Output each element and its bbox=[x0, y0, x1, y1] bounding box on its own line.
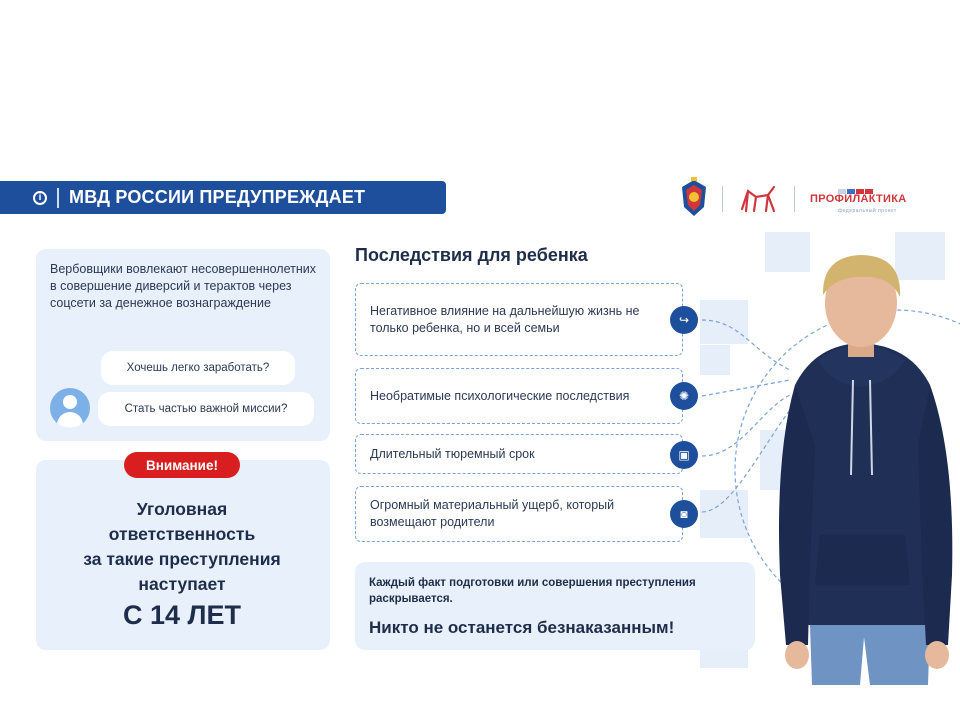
liability-line: за такие преступления bbox=[83, 549, 281, 569]
liability-line: наступает bbox=[138, 574, 226, 594]
consequence-item bbox=[355, 283, 683, 356]
police-emblem-icon bbox=[678, 177, 710, 219]
header-separator bbox=[57, 188, 59, 208]
logo-divider bbox=[722, 186, 723, 212]
consequence-text: Длительный тюремный срок bbox=[370, 446, 535, 461]
brand-subtitle: федеральный проект bbox=[838, 208, 897, 214]
consequence-text: Огромный материальный ущерб, который возмещают родители bbox=[370, 498, 615, 529]
chat-bubble: Стать частью важной миссии? bbox=[98, 392, 314, 426]
liability-text bbox=[40, 497, 324, 597]
info-icon: i bbox=[33, 191, 47, 205]
teen-figure-illustration bbox=[760, 245, 960, 685]
arrow-icon: ↪ bbox=[670, 306, 698, 334]
logo-divider bbox=[794, 186, 795, 212]
brand-name: ПРОФИЛАКТИКА bbox=[810, 193, 907, 205]
consequence-item bbox=[355, 434, 683, 474]
liability-line: ответственность bbox=[108, 524, 256, 544]
calendar-icon: ▣ bbox=[670, 441, 698, 469]
horse-logo-icon bbox=[738, 183, 780, 215]
attention-badge: Внимание! bbox=[124, 452, 240, 478]
consequence-item bbox=[355, 368, 683, 424]
consequence-text: Негативное влияние на дальнейшую жизнь не только ребенка, но и всей семьи bbox=[370, 303, 640, 335]
avatar bbox=[50, 388, 90, 428]
header-title: МВД РОССИИ ПРЕДУПРЕЖДАЕТ bbox=[69, 187, 366, 207]
brain-icon: ✺ bbox=[670, 382, 698, 410]
header-bar bbox=[0, 181, 446, 214]
notice-text: Каждый факт подготовки или совершения преступления раскрывается. bbox=[369, 577, 696, 605]
wallet-icon: ◙ bbox=[670, 500, 698, 528]
consequence-text: Необратимые психологические последствия bbox=[370, 388, 630, 403]
notice-headline: Никто не останется безнаказанным! bbox=[369, 618, 675, 637]
chat-bubble: Хочешь легко заработать? bbox=[101, 351, 295, 385]
consequence-item bbox=[355, 486, 683, 542]
liability-line: Уголовная bbox=[136, 499, 228, 519]
recruitment-text: Вербовщики вовлекают несовершеннолетних в совершение диверсий и терактов через соцсети за денежное вознаграждение bbox=[50, 262, 316, 310]
consequences-title: Последствия для ребенка bbox=[355, 245, 588, 265]
age-text: С 14 ЛЕТ bbox=[123, 600, 241, 630]
